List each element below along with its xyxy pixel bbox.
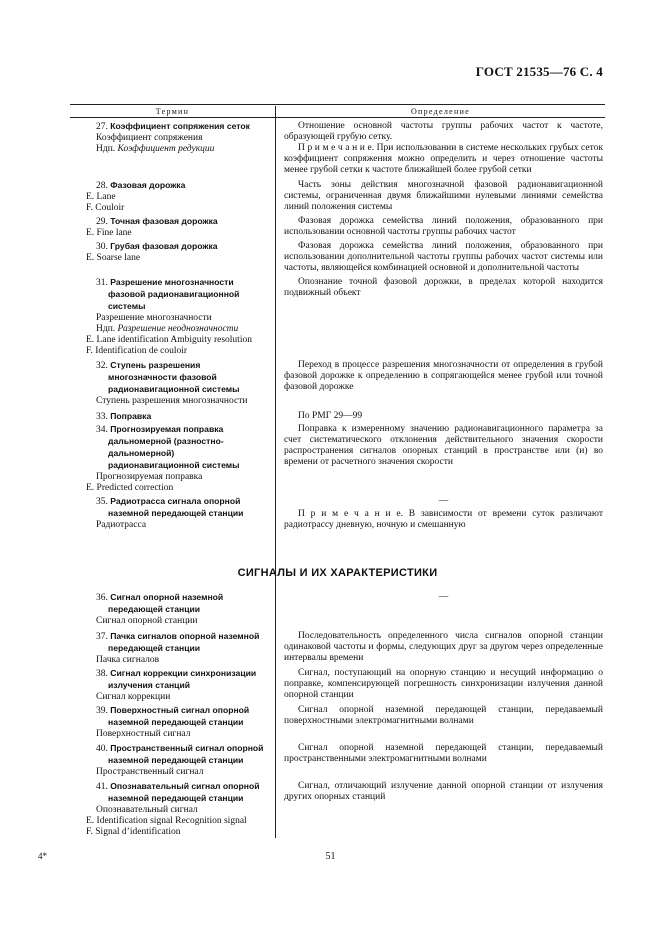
table-row (70, 496, 605, 531)
term-synonym: Сигнал опорной станции (96, 616, 198, 626)
table-row (70, 411, 605, 423)
term-cell (70, 424, 270, 494)
term-cell (70, 277, 270, 357)
term-cell (70, 180, 270, 214)
term-cell (70, 631, 270, 666)
table-row (70, 277, 605, 357)
foreign-equivalent: F. Identification de couloir (86, 346, 188, 356)
term-number: 32. (96, 361, 108, 371)
term-heading (96, 781, 266, 805)
term-heading (96, 705, 266, 729)
definition-cell (270, 631, 605, 666)
term-name: Сигнал коррекции синхронизации излучения станций (108, 668, 257, 690)
term-name: Фазовая дорожка (110, 180, 186, 190)
term-synonym: Ступень разрешения многозначности (96, 396, 248, 406)
term-heading (96, 592, 266, 616)
term-cell (70, 411, 270, 423)
foreign-equivalent: E. Lane (86, 192, 116, 202)
term-heading (96, 180, 266, 192)
definition-paragraph: По РМГ 29—99 (298, 411, 363, 421)
definition-paragraph: Сигнал опорной наземной передающей станции, передаваемый поверхностными электромагнитными волнами (284, 705, 603, 726)
term-number: 34. (96, 425, 108, 435)
table-row (70, 121, 605, 176)
term-cell (70, 241, 270, 274)
foreign-equivalent: E. Identification signal Recognition signal (86, 816, 247, 826)
term-name: Пространственный сигнал опорной наземной передающей станции (108, 743, 264, 765)
term-number: 31. (96, 278, 108, 288)
table-row (70, 360, 605, 407)
term-ndp (96, 324, 266, 335)
term-name: Опознавательный сигнал опорной наземной передающей станции (108, 781, 260, 803)
term-cell (70, 360, 270, 407)
table-row (70, 592, 605, 627)
table-row (70, 631, 605, 666)
term-number: 38. (96, 669, 108, 679)
term-number: 41. (96, 782, 108, 792)
term-cell (70, 496, 270, 531)
definition-paragraph: Фазовая дорожка семейства линий положения, образованного при использовании дополнительной частоты группы рабочих частот системы или частоты, являющейся комбинацией основной и дополнительной частоты (284, 241, 603, 273)
term-name: Разрешение многозначности фазовой радионавигационной системы (108, 277, 240, 311)
definition-cell (270, 121, 605, 176)
term-synonym: Радиотрасса (96, 520, 147, 530)
foreign-equivalent: F. Couloir (86, 203, 125, 213)
term-name: Ступень разрешения многозначности фазовой радионавигационной системы (108, 360, 240, 394)
definition-cell (270, 216, 605, 239)
definition-paragraph: Последовательность определенного числа сигналов опорной станции одинаковой частоты и формы, следующих друг за другом через определенные интервалы времени (284, 631, 603, 663)
ndp-prefix: Ндп. (96, 324, 116, 334)
definition-paragraph: П р и м е ч а н и е. В зависимости от времени суток различают радиотрассу дневную, ночную и смешанную (284, 509, 603, 530)
definition-paragraph: Отношение основной частоты группы рабочих частот к частоте, образующей грубую сетку. (284, 121, 603, 142)
term-number: 28. (96, 181, 108, 191)
term-number: 35. (96, 497, 108, 507)
section-title: СИГНАЛЫ И ИХ ХАРАКТЕРИСТИКИ (237, 567, 438, 579)
definition-dash: — (438, 592, 449, 602)
table-row (70, 216, 605, 239)
term-number: 36. (96, 593, 108, 603)
term-number: 29. (96, 217, 108, 227)
ndp-term: Коэффициент редукции (117, 144, 215, 154)
ndp-term: Разрешение неоднозначности (117, 324, 239, 334)
definition-cell (270, 424, 605, 494)
definition-dash: — (438, 496, 449, 506)
term-heading (96, 631, 266, 655)
term-heading (96, 743, 266, 767)
term-name: Грубая фазовая дорожка (110, 241, 218, 251)
definition-cell (270, 781, 605, 838)
term-heading (96, 411, 266, 423)
table-header-rule (70, 117, 605, 118)
term-synonym: Коэффициент сопряжения (96, 133, 203, 143)
term-synonym: Пачка сигналов (96, 655, 160, 665)
term-name: Поправка (110, 411, 152, 421)
term-name: Поверхностный сигнал опорной наземной передающей станции (108, 705, 250, 727)
term-cell (70, 705, 270, 740)
term-synonym: Пространственный сигнал (96, 767, 204, 777)
term-heading (96, 496, 266, 520)
term-synonym: Сигнал коррекции (96, 692, 171, 702)
table-row (70, 668, 605, 703)
definition-cell (270, 592, 605, 627)
term-heading (96, 360, 266, 396)
term-name: Радиотрасса сигнала опорной наземной передающей станции (108, 496, 244, 518)
definition-cell (270, 360, 605, 407)
term-number: 40. (96, 744, 108, 754)
definition-cell (270, 705, 605, 740)
term-cell (70, 743, 270, 778)
table-top-rule (70, 104, 605, 105)
table-row (70, 241, 605, 274)
table-row (70, 705, 605, 740)
table-row (70, 180, 605, 214)
term-heading (96, 216, 266, 228)
page-number: 51 (325, 851, 336, 862)
definition-paragraph: П р и м е ч а н и е. При использовании в системе нескольких грубых сеток коэффициент сопряжения можно определить и через отношение частоты менее грубой сетки к частоте ближайшей более грубой сетки (284, 143, 603, 175)
column-header-term: Термин (155, 107, 190, 116)
term-heading (96, 277, 266, 313)
terms-table-part-1 (70, 121, 605, 533)
term-synonym: Прогнозируемая поправка (96, 472, 203, 482)
definition-paragraph: Сигнал, поступающий на опорную станцию и несущий информацию о поправке, компенсирующей погрешность синхронизации излучения данной опорной станции (284, 668, 603, 700)
term-number: 33. (96, 412, 108, 422)
definition-paragraph: Фазовая дорожка семейства линий положения, образованного при использовании основной частоты группы рабочих частот (284, 216, 603, 237)
term-heading (96, 241, 266, 253)
foreign-equivalent: E. Predicted correction (86, 483, 174, 493)
terms-table-part-2 (70, 592, 605, 840)
term-number: 39. (96, 706, 108, 716)
definition-paragraph: Опознание точной фазовой дорожки, в пределах которой находится подвижный объект (284, 277, 603, 298)
term-number: 27. (96, 122, 108, 132)
definition-paragraph: Часть зоны действия многозначной фазовой радионавигационной системы, ограниченная двумя ближайшими нулевыми линиями семейства линий положения системы (284, 180, 603, 212)
table-row (70, 424, 605, 494)
definition-cell (270, 496, 605, 531)
definition-cell (270, 411, 605, 423)
term-name: Точная фазовая дорожка (110, 216, 218, 226)
foreign-equivalent: F. Signal d’identification (86, 827, 181, 837)
term-name: Пачка сигналов опорной наземной передающей станции (108, 631, 260, 653)
definition-cell (270, 241, 605, 274)
term-number: 37. (96, 632, 108, 642)
definition-cell (270, 180, 605, 214)
footer-sheet-mark: 4* (38, 851, 47, 861)
definition-paragraph: Переход в процессе разрешения многозначности от определения в грубой фазовой дорожке к определению в сопрягающейся менее грубой или точной фазовой дорожке (284, 360, 603, 392)
table-row (70, 743, 605, 778)
definition-cell (270, 743, 605, 778)
foreign-equivalent: E. Soarse lane (86, 253, 141, 263)
term-cell (70, 668, 270, 703)
term-synonym: Разрешение многозначности (96, 313, 212, 323)
definition-cell (270, 668, 605, 703)
term-number: 30. (96, 242, 108, 252)
definition-paragraph: Поправка к измеренному значению радионавигационного параметра за счет систематического отклонения действительного значения скорости распространения сигналов опорных станций в пространстве или (и) во времени от расчетного значения скорости (284, 424, 603, 467)
term-name: Прогнозируемая поправка дальномерной (разностно-дальномерной) радионавигационной системы (108, 424, 240, 470)
definition-paragraph: Сигнал опорной наземной передающей станции, передаваемый пространственными электромагнитными волнами (284, 743, 603, 764)
table-row (70, 781, 605, 838)
term-synonym: Опознавательный сигнал (96, 805, 198, 815)
term-cell (70, 592, 270, 627)
column-header-definition: Определение (410, 107, 471, 116)
term-cell (70, 216, 270, 239)
term-heading (96, 424, 266, 472)
term-name: Сигнал опорной наземной передающей станции (108, 592, 224, 614)
ndp-prefix: Ндп. (96, 144, 116, 154)
definition-paragraph: Сигнал, отличающий излучение данной опорной станции от излучения других опорных станций (284, 781, 603, 802)
definition-cell (270, 277, 605, 357)
foreign-equivalent: E. Lane identification Ambiguity resolution (86, 335, 252, 345)
term-name: Коэффициент сопряжения сеток (110, 121, 250, 131)
term-cell (70, 121, 270, 176)
term-cell (70, 781, 270, 838)
page-header: ГОСТ 21535—76 С. 4 (475, 64, 603, 79)
term-ndp (96, 144, 266, 155)
term-heading (96, 668, 266, 692)
term-heading (96, 121, 266, 133)
foreign-equivalent: E. Fine lane (86, 228, 132, 238)
term-synonym: Поверхностный сигнал (96, 729, 191, 739)
